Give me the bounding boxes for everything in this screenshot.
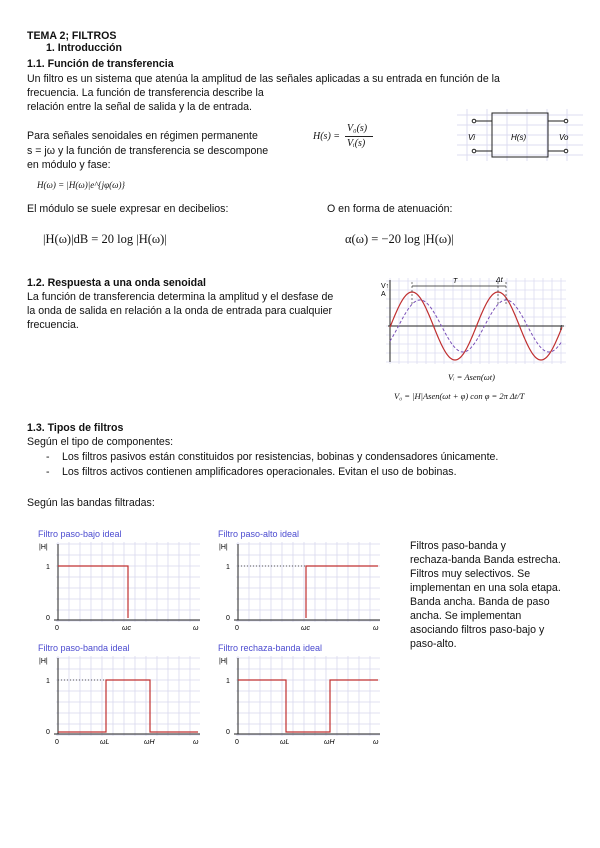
side-note-line: ancha. Se implementan (410, 610, 522, 622)
s11-paragraph-line: relación entre la señal de salida y la de entrada. (27, 101, 252, 113)
terminal-icon (472, 149, 476, 153)
chart-title: Filtro rechaza-banda ideal (218, 643, 323, 653)
terminal-icon (564, 149, 568, 153)
x-tick-high: ωH (324, 739, 335, 746)
x-tick-zero: 0 (235, 739, 239, 746)
y-tick-zero: 0 (226, 729, 230, 736)
s11-paragraph-line: en módulo y fase: (27, 159, 111, 171)
x-tick-cutoff: ωc (122, 625, 131, 632)
chart-grid (56, 656, 200, 736)
y-tick-one: 1 (46, 678, 50, 685)
section-1-1-title: 1.1. Función de transferencia (27, 58, 174, 70)
s13-paragraph-line: Según las bandas filtradas: (27, 497, 155, 509)
y-tick-zero: 0 (226, 615, 230, 622)
x-axis-label: ω (373, 739, 379, 746)
chart-grid (236, 542, 380, 622)
s12-paragraph-line: frecuencia. (27, 319, 79, 331)
section-1-3-title: 1.3. Tipos de filtros (27, 422, 124, 434)
delta-t-label: Δt (496, 277, 503, 284)
y-axis-label: |H| (39, 658, 48, 665)
period-label: T (453, 278, 458, 285)
chart-highpass (216, 528, 384, 636)
bullet-dash: - (46, 451, 50, 463)
side-note (410, 539, 590, 651)
eq-phase-form: H(ω) = |H(ω)|e^{jφ(ω)} (37, 180, 126, 190)
y-tick-zero: 0 (46, 615, 50, 622)
doc-title: TEMA 2; FILTROS (27, 30, 117, 42)
block-diagram (457, 109, 583, 161)
chart-bandstop (216, 642, 384, 750)
x-tick-zero: 0 (55, 739, 59, 746)
sine-response-figure (380, 274, 568, 366)
side-note-line: implementan en una sola etapa. (410, 582, 561, 594)
amplitude-label: A (381, 291, 386, 298)
side-note-line: rechaza-banda Banda estrecha. (410, 554, 561, 566)
x-tick-zero: 0 (235, 625, 239, 632)
side-note-line: asociando filtros paso-bajo y (410, 624, 545, 636)
eq-attenuation: α(ω) = −20 log |H(ω)| (345, 232, 454, 246)
terminal-icon (564, 119, 568, 123)
eq-decibel: |H(ω)|dB = 20 log |H(ω)| (43, 232, 167, 246)
chart-grid (236, 656, 380, 736)
y-axis-label: |H| (219, 658, 228, 665)
y-tick-one: 1 (226, 564, 230, 571)
side-note-line: Filtros paso-banda y (410, 540, 506, 552)
side-note-line: Banda ancha. Banda de paso (410, 596, 550, 608)
s12-paragraph-line: la onda de salida en relación a la onda de entrada para cualquier (27, 305, 333, 317)
side-note-line: paso-alto. (410, 638, 457, 650)
chart-title: Filtro paso-bajo ideal (38, 529, 122, 539)
x-tick-zero: 0 (55, 625, 59, 632)
x-tick-low: ωL (280, 739, 290, 746)
caption-output: V₀ = |H|Asen(ωt + φ) con φ = 2π Δt/T (394, 391, 525, 401)
list-item-text: Los filtros pasivos están constituidos por resistencias, bobinas y condensadores únicamente. (62, 451, 499, 463)
block-h-label: H(s) (511, 133, 527, 142)
x-tick-cutoff: ωc (301, 625, 310, 632)
eq-transfer-denominator: Vᵢ(s) (347, 138, 366, 149)
section-1-2-title: 1.2. Respuesta a una onda senoidal (27, 277, 206, 289)
side-note-line: Filtros muy selectivos. Se (410, 568, 531, 580)
eq-transfer-numerator: V₀(s) (347, 123, 368, 134)
x-axis-label: ω (373, 625, 379, 632)
s11-paragraph-line: Para señales senoidales en régimen permanente (27, 130, 258, 142)
s11-paragraph-line: s = jω y la función de transferencia se descompone (27, 145, 269, 157)
s13-paragraph-line: Según el tipo de componentes: (27, 436, 174, 448)
attenuation-intro-text: O en forma de atenuación: (327, 203, 453, 215)
x-axis-label: ω (193, 739, 199, 746)
fraction-bar (345, 136, 373, 137)
chart-lowpass (36, 528, 204, 636)
chart-title: Filtro paso-banda ideal (38, 643, 130, 653)
s11-paragraph-line: Un filtro es un sistema que atenúa la amplitud de las señales aplicadas a su entrada en función de la (27, 73, 500, 85)
eq-transfer-lhs: H(s) = (313, 131, 341, 142)
bullet-dash: - (46, 466, 50, 478)
chart-bandpass (36, 642, 204, 750)
block-vi-label: Vi (468, 133, 475, 142)
y-tick-zero: 0 (46, 729, 50, 736)
x-axis-label: ω (193, 625, 199, 632)
caption-input: Vᵢ = Asen(ωt) (448, 372, 495, 382)
sine-grid (386, 278, 566, 364)
block-vo-label: Vo (559, 133, 569, 142)
y-axis-label: |H| (219, 544, 228, 551)
db-intro-text: El módulo se suele expresar en decibelios: (27, 203, 229, 215)
intro-heading: 1. Introducción (46, 42, 122, 54)
s12-paragraph-line: La función de transferencia determina la amplitud y el desfase de (27, 291, 334, 303)
t-axis-label: t (560, 325, 562, 332)
list-item-text: Los filtros activos contienen amplificadores operacionales. Evitan el uso de bobinas. (62, 466, 457, 478)
y-axis-label: |H| (39, 544, 48, 551)
y-tick-one: 1 (46, 564, 50, 571)
list-item (46, 450, 498, 464)
list-item (46, 465, 457, 479)
v-axis-label: V↑ (381, 283, 390, 290)
x-tick-high: ωH (144, 739, 155, 746)
y-tick-one: 1 (226, 678, 230, 685)
x-tick-low: ωL (100, 739, 110, 746)
s11-paragraph-line: frecuencia. La función de transferencia describe la (27, 87, 264, 99)
chart-title: Filtro paso-alto ideal (218, 529, 300, 539)
terminal-icon (472, 119, 476, 123)
